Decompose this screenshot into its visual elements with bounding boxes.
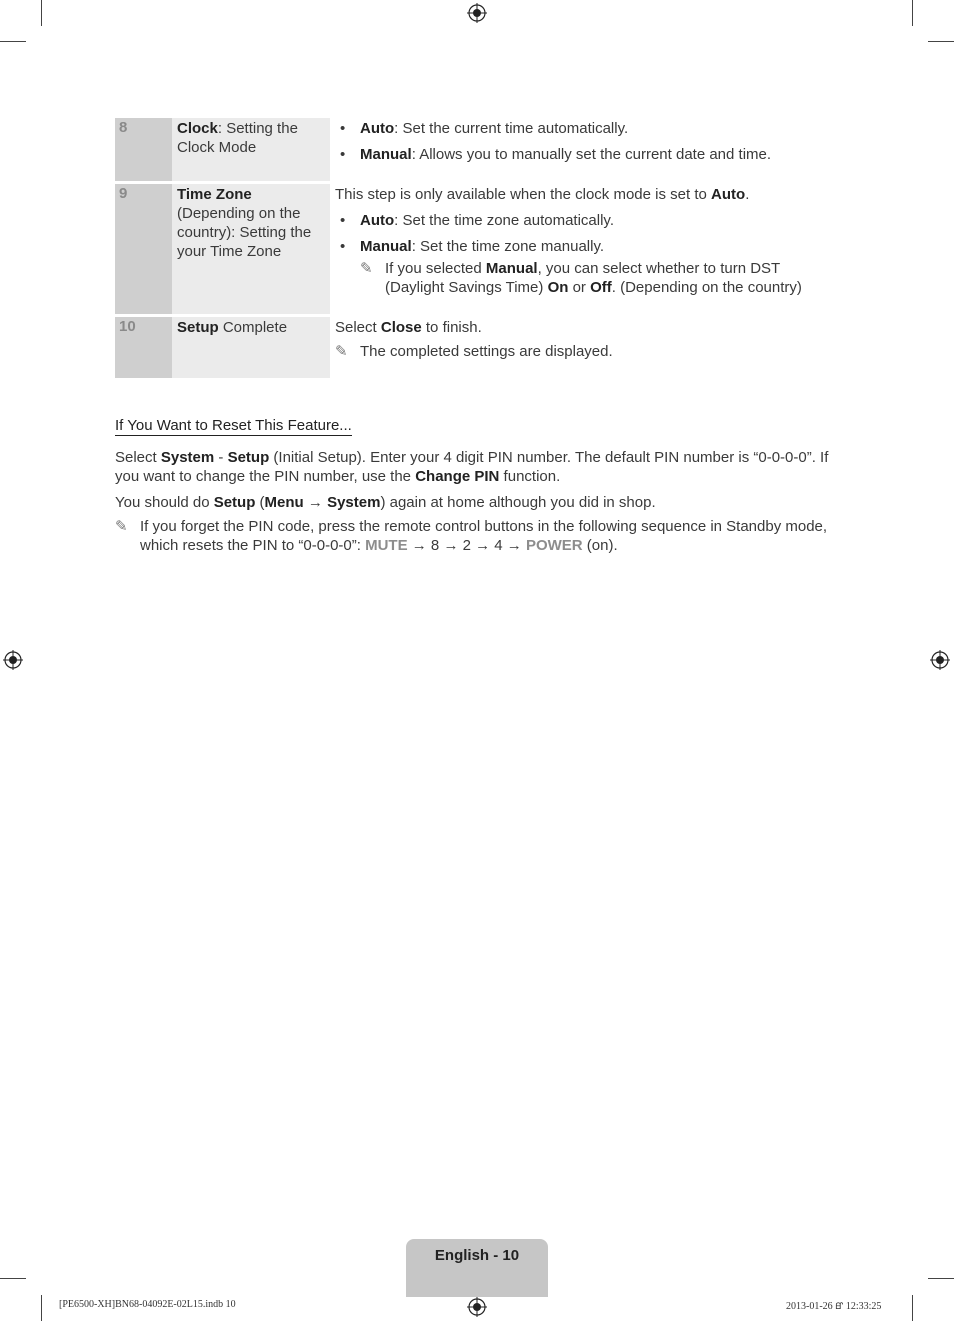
crop-mark (928, 1278, 954, 1279)
intro-keyword: Auto (711, 186, 746, 203)
step-title-text: : Setting the Clock Mode (177, 120, 298, 156)
note-keyword: On (547, 279, 569, 296)
section-title: If You Want to Reset This Feature... (115, 417, 352, 434)
note-text: If you selected (385, 260, 486, 277)
item-keyword: Auto (360, 120, 395, 137)
text: ( (255, 494, 265, 511)
intro-text: This step is only available when the clock mode is set to (335, 186, 712, 203)
keyword: Setup (213, 494, 256, 511)
text: You should do (115, 494, 214, 511)
step-row-clock (115, 118, 835, 181)
step-title-text: (Depending on the country): Setting the your Time Zone (177, 205, 312, 260)
step-title-bold: Time Zone (177, 186, 252, 203)
text: → (303, 494, 328, 511)
step-title-text: Complete (218, 319, 288, 336)
item-text: : Set the time zone manually. (411, 238, 605, 255)
step-title (172, 184, 330, 314)
item-keyword: Manual (360, 146, 412, 163)
note (115, 517, 835, 555)
paragraph (115, 493, 835, 512)
note-text: If you forget the PIN code, press the remote control buttons in the following sequence in Standby mode, which resets the PIN to “0-0-0-0”: (140, 518, 828, 554)
paragraph (115, 448, 835, 486)
pencil-note-icon: ✎ (115, 518, 128, 535)
step-description (330, 317, 835, 378)
step-row-time-zone (115, 184, 835, 314)
registration-mark-icon (930, 650, 950, 670)
list-item (335, 211, 835, 230)
crop-mark (41, 1295, 42, 1321)
step-number: 8 (115, 118, 172, 181)
step-description (330, 184, 835, 314)
step-row-setup-complete (115, 317, 835, 378)
registration-mark-icon (467, 3, 487, 23)
button-keyword: POWER (525, 537, 583, 554)
crop-mark (0, 1278, 26, 1279)
note (335, 342, 835, 361)
crop-mark (912, 1295, 913, 1321)
item-text: : Set the time zone automatically. (394, 212, 614, 229)
text: function. (499, 468, 561, 485)
pencil-note-icon: ✎ (360, 260, 373, 277)
list-item (335, 237, 835, 256)
step-intro (335, 185, 835, 204)
step-title (172, 317, 330, 378)
note (360, 259, 835, 297)
keyword: Change PIN (415, 468, 500, 485)
list-item (335, 119, 835, 138)
keyword: System (327, 494, 381, 511)
page-number-tab (406, 1239, 548, 1297)
registration-mark-icon (467, 1297, 487, 1317)
step-line (335, 318, 835, 337)
footer-file-info: [PE6500-XH]BN68-04092E-02L15.indb 10 (59, 1299, 236, 1310)
keyword: Menu (264, 494, 304, 511)
crop-mark (912, 0, 913, 26)
step-title (172, 118, 330, 181)
reset-section (115, 448, 835, 555)
note-text: (on). (582, 537, 618, 554)
bullet-icon: • (340, 146, 346, 163)
note-text: or (568, 279, 591, 296)
line-end: to finish. (421, 319, 482, 336)
note-text: . (Depending on the country) (611, 279, 802, 296)
item-keyword: Auto (360, 212, 395, 229)
crop-mark (41, 0, 42, 26)
step-description (330, 118, 835, 181)
bullet-icon: • (340, 212, 346, 229)
keyword: System (160, 449, 215, 466)
pencil-note-icon: ✎ (335, 343, 348, 360)
note-text: → 8 → 2 → 4 → (407, 537, 526, 554)
line-text: Select (335, 319, 381, 336)
setup-steps-table (115, 118, 835, 378)
text: - (214, 449, 228, 466)
keyword: Setup (227, 449, 270, 466)
registration-mark-icon (3, 650, 23, 670)
page-label: English - 10 (434, 1247, 520, 1264)
footer-timestamp: 2013-01-26 ꯔ 12:33:25 (786, 1301, 882, 1312)
crop-mark (928, 41, 954, 42)
note-text: The completed settings are displayed. (360, 343, 613, 360)
item-text: : Allows you to manually set the current date and time. (411, 146, 772, 163)
note-keyword: Manual (485, 260, 538, 277)
bullet-icon: • (340, 120, 346, 137)
note-text: , you can select whether to turn DST (Daylight Savings Time) (385, 260, 780, 296)
step-number: 9 (115, 184, 172, 314)
text: Select (115, 449, 161, 466)
item-keyword: Manual (360, 238, 412, 255)
step-title-bold: Clock (177, 120, 218, 137)
item-text: : Set the current time automatically. (394, 120, 629, 137)
text: (Initial Setup). Enter your 4 digit PIN number. The default PIN number is “0-0-0-0”. If you want to change the PIN number, use the (115, 449, 829, 485)
button-keyword: MUTE (365, 537, 408, 554)
step-title-bold: Setup (177, 319, 219, 336)
crop-mark (0, 41, 26, 42)
note-keyword: Off (590, 279, 612, 296)
bullet-icon: • (340, 238, 346, 255)
list-item (335, 145, 835, 164)
line-keyword: Close (380, 319, 422, 336)
intro-end: . (745, 186, 750, 203)
text: ) again at home although you did in shop. (380, 494, 656, 511)
step-number: 10 (115, 317, 172, 378)
